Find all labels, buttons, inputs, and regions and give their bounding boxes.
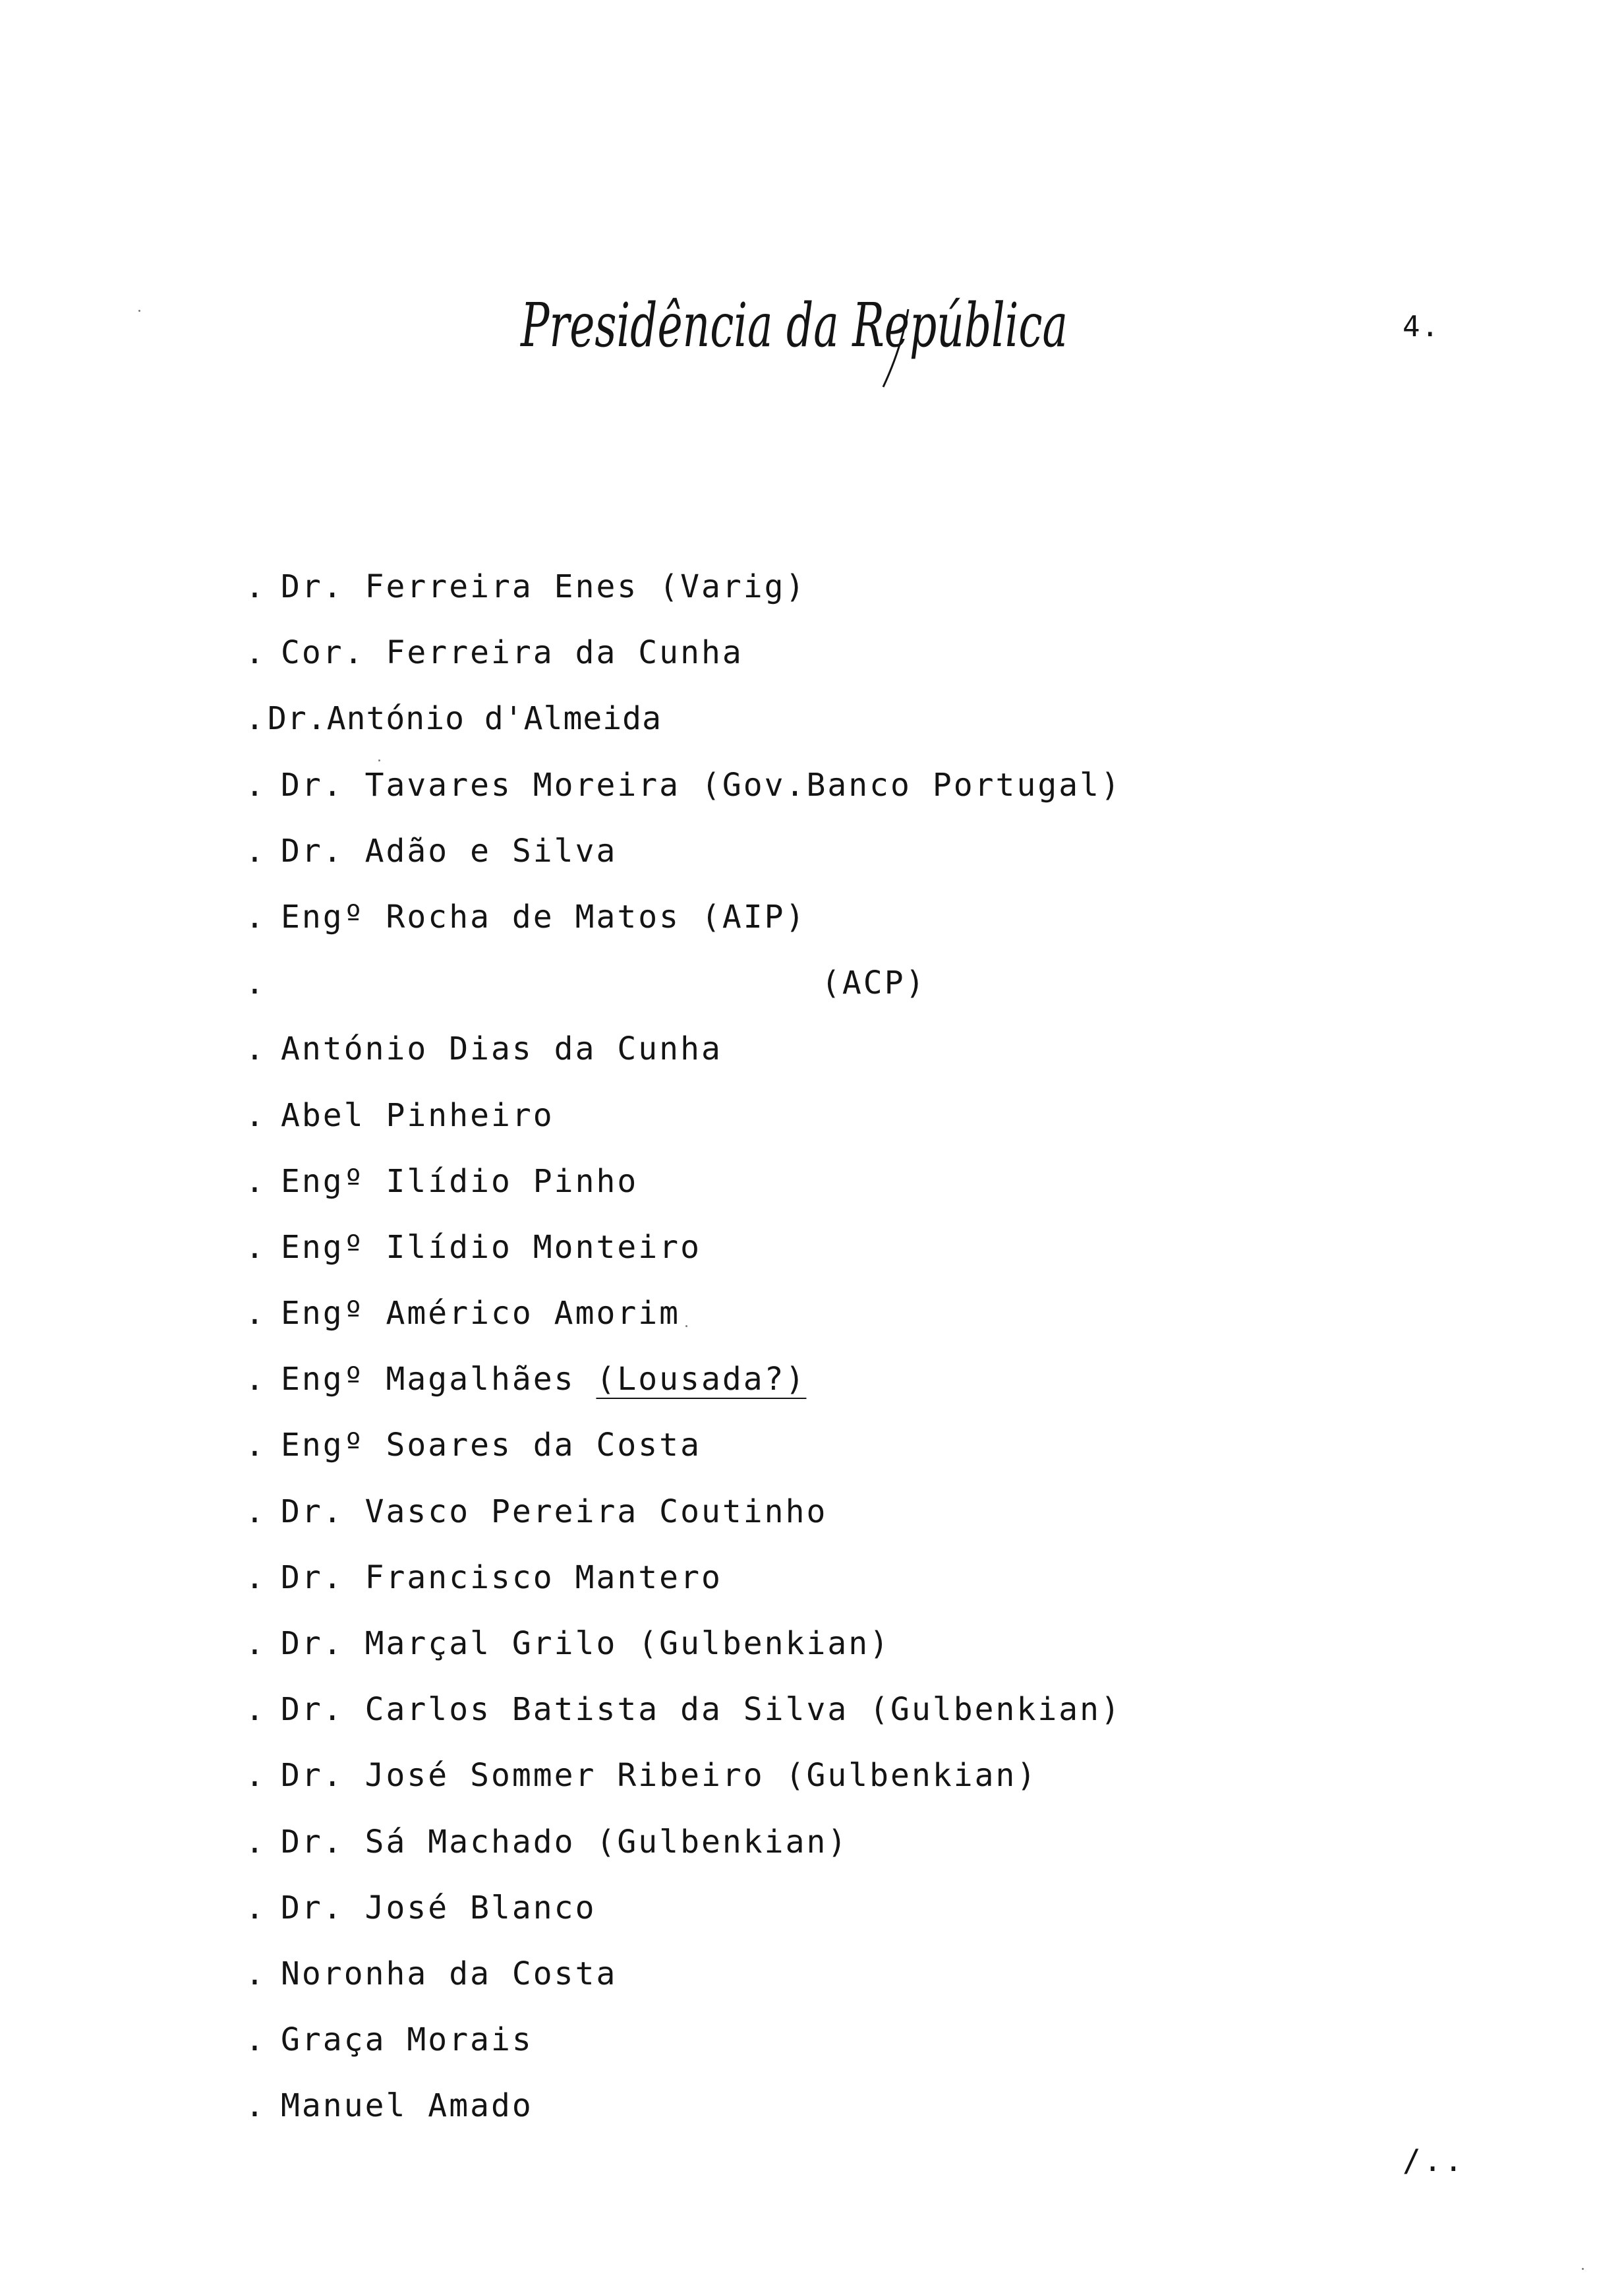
list-item [245,965,1122,1030]
bullet: . [245,965,266,1002]
entry-text: Dr. Marçal Grilo (Gulbenkian) [281,1625,891,1662]
entry-text: Engº Magalhães (Lousada?) [281,1361,807,1398]
bullet: . [245,832,266,870]
bullet: . [245,1162,266,1200]
bullet: . [245,1625,266,1662]
bullet: . [245,1096,266,1134]
list-item [245,2087,1122,2153]
list-item [245,1691,1122,1757]
page-number: 4. [1403,310,1440,343]
entry-text: Cor. Ferreira da Cunha [281,634,743,672]
list-item [245,1493,1122,1559]
entry-text: Engº Rocha de Matos (AIP) [281,898,807,936]
entry-text: Dr. José Blanco [281,1889,596,1926]
entry-text: Engº Soares da Costa [281,1427,701,1464]
list-item [245,1295,1122,1361]
entry-text: Dr. Carlos Batista da Silva (Gulbenkian) [281,1691,1122,1729]
bullet: . [245,1823,266,1860]
bullet: . [245,766,266,804]
entry-text: Noronha da Costa [281,1955,618,1992]
entry-text: Manuel Amado [281,2087,533,2125]
bullet: . [245,1361,266,1398]
entry-text: Dr. Tavares Moreira (Gov.Banco Portugal) [281,766,1122,804]
bullet: . [245,1295,266,1332]
list-item [245,1757,1122,1823]
bullet: . [245,1889,266,1926]
entry-text: António Dias da Cunha [281,1030,722,1068]
list-item [245,1955,1122,2021]
bullet: . [245,898,266,936]
bullet: . [245,1757,266,1795]
list-item [245,1427,1122,1493]
bullet: . [245,1427,266,1464]
letterhead-title: Presidência da República [519,290,1068,361]
list-item [245,1229,1122,1295]
continuation-mark: /.. [1403,2143,1466,2178]
entry-text: Dr. Adão e Silva [281,832,618,870]
scan-speck [138,310,140,312]
scan-speck [685,1325,687,1327]
list-item [245,634,1122,700]
entry-text: Engº Ilídio Pinho [281,1162,639,1200]
bullet: . [245,1559,266,1596]
bullet: . [245,2021,266,2059]
entry-text: Dr. Ferreira Enes (Varig) [281,568,807,605]
entry-text: Dr. José Sommer Ribeiro (Gulbenkian) [281,1757,1038,1795]
bullet: . [245,1691,266,1729]
list-item [245,1824,1122,1889]
bullet: . [245,2087,266,2125]
entry-text: Dr. Francisco Mantero [281,1559,722,1596]
list-item [245,1559,1122,1625]
entry-text: Dr. Sá Machado (Gulbenkian) [281,1823,849,1860]
entry-text: Abel Pinheiro [281,1096,554,1134]
handwritten-underline: (Lousada?) [596,1361,807,1398]
entry-text: Dr. Vasco Pereira Coutinho [281,1493,828,1530]
list-item [245,700,1122,766]
list-item [245,833,1122,899]
entry-text: (ACP) [821,965,927,1002]
attendee-list [245,568,1122,2154]
list-item [245,1625,1122,1691]
list-item [245,568,1122,634]
scan-speck [1582,2268,1584,2270]
bullet: . [245,1030,266,1068]
letterhead-logo [514,267,1081,399]
bullet: . [245,1955,266,1992]
entry-text: Engº Ilídio Monteiro [281,1228,701,1266]
bullet: . [245,1228,266,1266]
entry-text: Engº Américo Amorim [281,1295,681,1332]
list-item [245,1889,1122,1955]
list-item [245,1361,1122,1427]
list-item [245,899,1122,965]
bullet: . [245,634,266,672]
list-item [245,767,1122,833]
bullet: . [245,568,266,605]
list-item [245,1097,1122,1163]
list-item [245,1163,1122,1229]
entry-text: Dr.António d'Almeida [268,700,662,738]
entry-text: Graça Morais [281,2021,533,2059]
scan-speck [378,759,380,761]
bullet: . [245,1493,266,1530]
list-item [245,1030,1122,1096]
bullet: . [245,700,266,738]
list-item [245,2021,1122,2087]
